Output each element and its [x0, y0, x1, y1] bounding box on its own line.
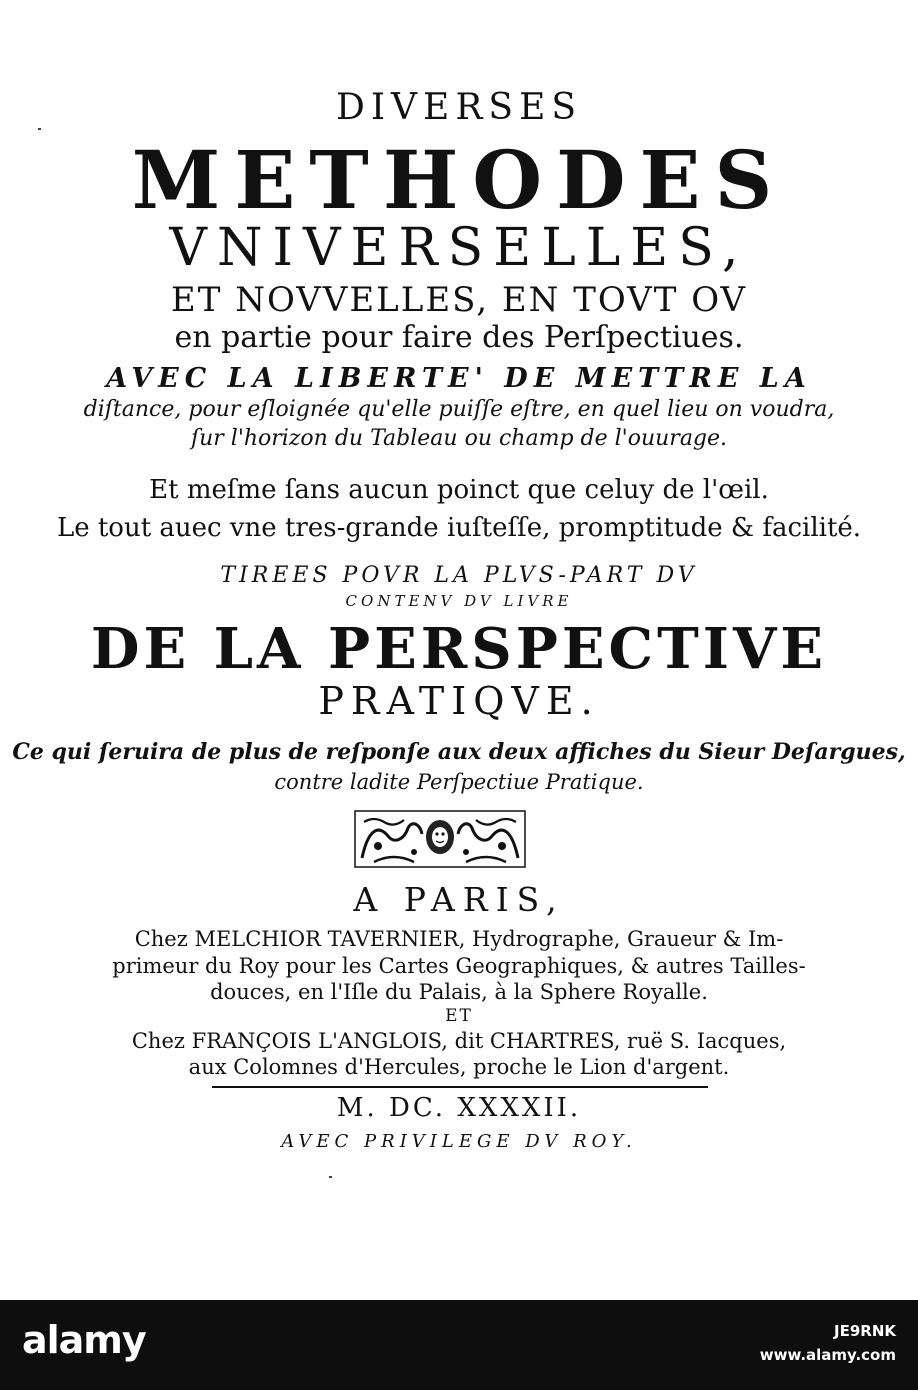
- divider-rule: [212, 1086, 708, 1088]
- imprint-line-tavernier-3: douces, en l'Iſle du Palais, à la Sphere Royalle.: [210, 980, 708, 1004]
- imprint-line-anglois-2: aux Colomnes d'Hercules, proche le Lion d'argent.: [188, 1055, 730, 1079]
- text-line-seruira-2: contre ladite Perſpectiue Pratique.: [274, 770, 644, 794]
- title-line-perspective: DE LA PERSPECTIVE: [90, 616, 828, 682]
- brand-logo: alamy: [22, 1318, 146, 1362]
- subtitle-line-partie: en partie pour faire des Perſpectiues.: [174, 320, 744, 355]
- imprint-line-tavernier-1: Chez MELCHIOR TAVERNIER, Hydrographe, Graueur & Im-: [134, 927, 784, 951]
- subtitle-line-distance: diſtance, pour eſloignée qu'elle puiſſe eſtre, en quel lieu on voudra,: [83, 397, 835, 422]
- subtitle-line-horizon: ſur l'horizon du Tableau ou champ de l'ouurage.: [190, 426, 728, 451]
- imprint-city: A PARIS,: [353, 880, 565, 919]
- imprint-line-anglois-1: Chez FRANÇOIS L'ANGLOIS, dit CHARTRES, ruë S. Iacques,: [131, 1029, 787, 1053]
- privilege-line: AVEC PRIVILEGE DV ROY.: [281, 1131, 637, 1152]
- subtitle-line-avec: AVEC LA LIBERTE' DE METTRE LA: [106, 363, 812, 394]
- text-line-contenu: CONTENV DV LIVRE: [345, 592, 573, 610]
- title-line-diverses: DIVERSES: [335, 87, 583, 128]
- ink-speck: [329, 1176, 332, 1178]
- ink-speck: [38, 128, 41, 130]
- imprint-line-et: ET: [445, 1006, 473, 1026]
- text-line-tout: Le tout auec vne tres-grande iuſteſſe, promptitude & facilité.: [56, 513, 862, 543]
- watermark-banner: [0, 1300, 918, 1390]
- text-line-mesme: Et meſme ſans aucun poinct que celuy de l'œil.: [149, 475, 769, 505]
- title-line-pratique: PRATIQVE.: [318, 679, 600, 723]
- text-line-seruira-1: Ce qui ſeruira de plus de reſponſe aux deux affiches du Sieur Deſargues,: [12, 739, 906, 765]
- publication-date: M. DC. XXXXII.: [336, 1093, 582, 1123]
- title-line-vniverselles: VNIVERSELLES,: [169, 218, 749, 278]
- title-line-methodes: METHODES: [131, 133, 787, 227]
- site-url: www.alamy.com: [759, 1346, 896, 1364]
- imprint-line-tavernier-2: primeur du Roy pour les Cartes Geographiques, & autres Tailles-: [112, 954, 806, 978]
- title-line-nouvelles: ET NOVVELLES, EN TOVT OV: [170, 280, 748, 320]
- printers-ornament-icon: [354, 810, 526, 868]
- text-line-tirees: TIREES POVR LA PLVS-PART DV: [220, 563, 698, 588]
- image-id: JE9RNK: [834, 1322, 896, 1340]
